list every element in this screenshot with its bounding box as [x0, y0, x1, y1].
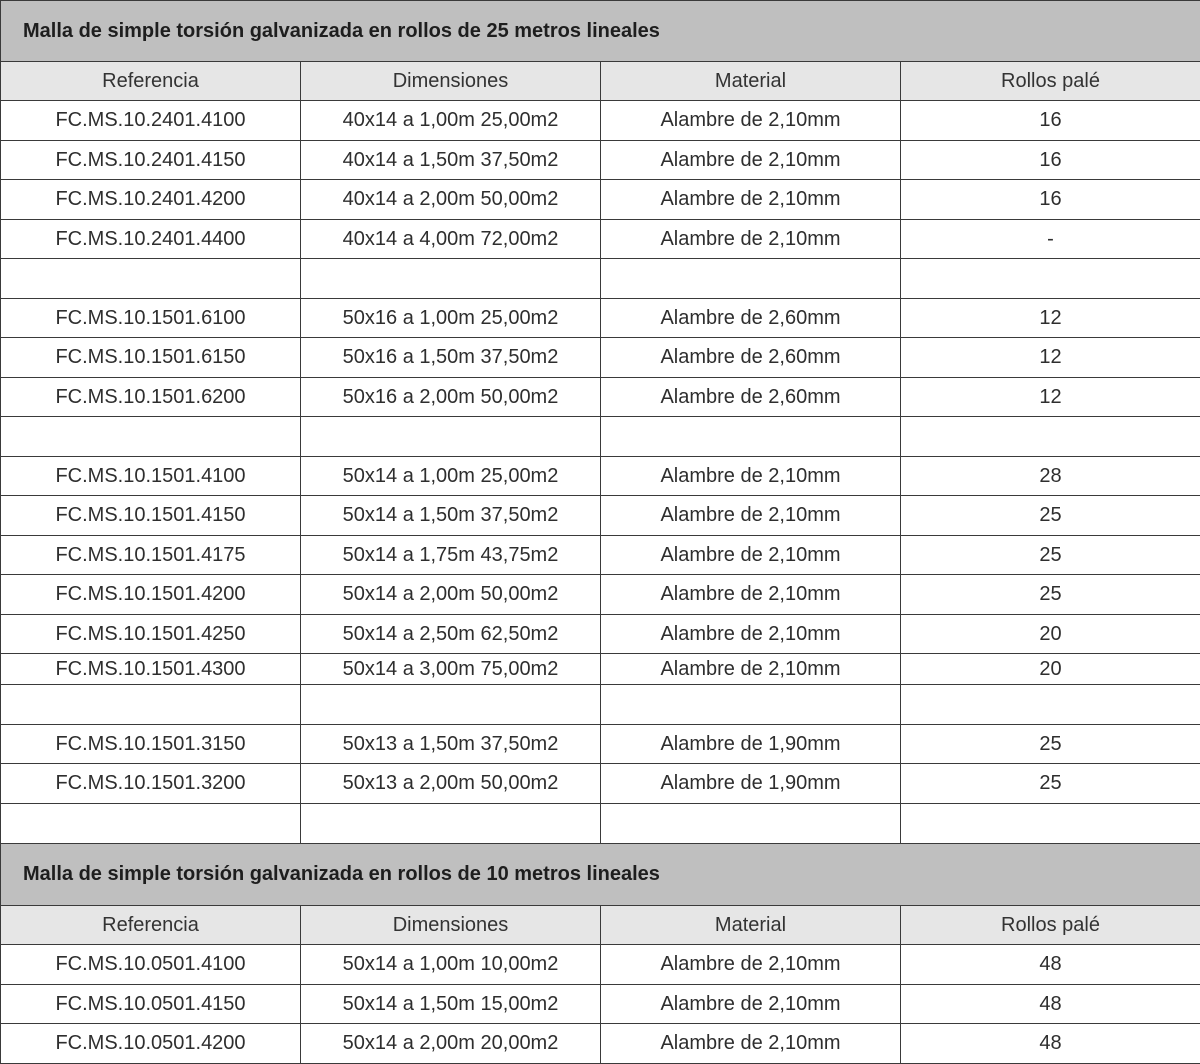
table-cell: FC.MS.10.1501.4100 [1, 457, 301, 496]
table-row [1, 220, 1200, 259]
table-cell: 12 [901, 299, 1200, 338]
table-row [1, 804, 1200, 844]
table-cell: 12 [901, 338, 1200, 378]
table-cell: 25 [901, 725, 1200, 764]
table-cell: FC.MS.10.1501.6100 [1, 299, 301, 338]
table-row [1, 496, 1200, 536]
table-cell: Alambre de 2,10mm [601, 141, 901, 180]
table-cell: Alambre de 2,10mm [601, 575, 901, 615]
table-cell: 16 [901, 101, 1200, 141]
table-cell: 48 [901, 945, 1200, 985]
table-cell: FC.MS.10.0501.4200 [1, 1024, 301, 1064]
table-cell: FC.MS.10.1501.4250 [1, 615, 301, 654]
table-cell: FC.MS.10.1501.6200 [1, 378, 301, 417]
column-header: Dimensiones [301, 62, 601, 101]
table-cell [601, 417, 901, 457]
table-row [1, 654, 1200, 685]
table-cell: 12 [901, 378, 1200, 417]
table-cell: FC.MS.10.1501.4150 [1, 496, 301, 536]
table-cell [901, 804, 1200, 844]
table-cell: Alambre de 1,90mm [601, 764, 901, 804]
table-row [1, 1024, 1200, 1064]
table-row [1, 536, 1200, 575]
section-title: Malla de simple torsión galvanizada en rollos de 25 metros lineales [1, 1, 1200, 62]
table-cell: Alambre de 2,60mm [601, 378, 901, 417]
column-header: Material [601, 62, 901, 101]
table-cell: FC.MS.10.1501.6150 [1, 338, 301, 378]
table-cell: Alambre de 2,10mm [601, 985, 901, 1024]
table-cell [301, 685, 601, 725]
table-cell: FC.MS.10.1501.4175 [1, 536, 301, 575]
table-cell: 25 [901, 764, 1200, 804]
table-cell: 40x14 a 1,50m 37,50m2 [301, 141, 601, 180]
column-header-row [1, 906, 1200, 945]
table-cell: Alambre de 2,10mm [601, 945, 901, 985]
table-cell: 50x14 a 3,00m 75,00m2 [301, 654, 601, 685]
table-cell [1, 417, 301, 457]
table-cell: 50x13 a 1,50m 37,50m2 [301, 725, 601, 764]
table-cell: FC.MS.10.2401.4150 [1, 141, 301, 180]
table-cell: 40x14 a 1,00m 25,00m2 [301, 101, 601, 141]
table-cell: FC.MS.10.0501.4100 [1, 945, 301, 985]
table-cell: 48 [901, 985, 1200, 1024]
table-row [1, 180, 1200, 220]
column-header: Dimensiones [301, 906, 601, 945]
section-header-row [1, 1, 1200, 62]
table-cell: 25 [901, 496, 1200, 536]
column-header: Rollos palé [901, 906, 1200, 945]
section-header-row [1, 844, 1200, 906]
column-header-row [1, 62, 1200, 101]
table-cell: 20 [901, 615, 1200, 654]
table-cell: 50x14 a 2,00m 50,00m2 [301, 575, 601, 615]
table-cell: Alambre de 2,10mm [601, 536, 901, 575]
table-row [1, 985, 1200, 1024]
table-cell: FC.MS.10.0501.4150 [1, 985, 301, 1024]
table-cell: FC.MS.10.1501.3200 [1, 764, 301, 804]
table-cell: 50x14 a 1,50m 15,00m2 [301, 985, 601, 1024]
table-cell: 25 [901, 575, 1200, 615]
table-cell: 50x14 a 1,75m 43,75m2 [301, 536, 601, 575]
table-cell [1, 259, 301, 299]
table-row [1, 725, 1200, 764]
table-cell: FC.MS.10.1501.4300 [1, 654, 301, 685]
table-cell [301, 417, 601, 457]
column-header: Material [601, 906, 901, 945]
table-cell: Alambre de 2,60mm [601, 338, 901, 378]
table-row [1, 945, 1200, 985]
table-row [1, 685, 1200, 725]
table-cell [901, 417, 1200, 457]
column-header: Rollos palé [901, 62, 1200, 101]
table-cell: 25 [901, 536, 1200, 575]
table-cell: 50x16 a 2,00m 50,00m2 [301, 378, 601, 417]
table-row [1, 259, 1200, 299]
column-header: Referencia [1, 62, 301, 101]
table-cell [301, 259, 601, 299]
table-cell [1, 685, 301, 725]
table-cell: Alambre de 2,10mm [601, 101, 901, 141]
table-cell: Alambre de 2,10mm [601, 220, 901, 259]
table-cell: FC.MS.10.1501.3150 [1, 725, 301, 764]
table-cell [601, 685, 901, 725]
table-cell: 50x14 a 1,50m 37,50m2 [301, 496, 601, 536]
table-cell: Alambre de 2,10mm [601, 180, 901, 220]
table-cell: Alambre de 2,10mm [601, 457, 901, 496]
table-row [1, 101, 1200, 141]
table-cell: Alambre de 2,10mm [601, 615, 901, 654]
table-cell: 48 [901, 1024, 1200, 1064]
table-cell: 50x14 a 2,50m 62,50m2 [301, 615, 601, 654]
table-cell [601, 259, 901, 299]
table-cell: 16 [901, 141, 1200, 180]
table-cell: 40x14 a 2,00m 50,00m2 [301, 180, 601, 220]
table-cell: FC.MS.10.1501.4200 [1, 575, 301, 615]
table-cell: 28 [901, 457, 1200, 496]
table-row [1, 417, 1200, 457]
spec-table-body [1, 1, 1200, 1064]
table-cell: 40x14 a 4,00m 72,00m2 [301, 220, 601, 259]
table-row [1, 764, 1200, 804]
table-cell: FC.MS.10.2401.4400 [1, 220, 301, 259]
table-row [1, 299, 1200, 338]
table-row [1, 615, 1200, 654]
table-cell: Alambre de 1,90mm [601, 725, 901, 764]
table-cell: 50x14 a 2,00m 20,00m2 [301, 1024, 601, 1064]
table-row [1, 575, 1200, 615]
table-row [1, 457, 1200, 496]
table-cell: 50x13 a 2,00m 50,00m2 [301, 764, 601, 804]
table-cell: Alambre de 2,10mm [601, 654, 901, 685]
table-row [1, 141, 1200, 180]
table-cell: 50x16 a 1,00m 25,00m2 [301, 299, 601, 338]
table-cell: 50x14 a 1,00m 25,00m2 [301, 457, 601, 496]
table-row [1, 378, 1200, 417]
table-cell [601, 804, 901, 844]
table-cell [301, 804, 601, 844]
table-cell [901, 259, 1200, 299]
table-cell: Alambre de 2,10mm [601, 496, 901, 536]
table-cell [1, 804, 301, 844]
table-cell: FC.MS.10.2401.4100 [1, 101, 301, 141]
table-cell: 16 [901, 180, 1200, 220]
section-title: Malla de simple torsión galvanizada en rollos de 10 metros lineales [1, 844, 1200, 906]
table-cell: Alambre de 2,10mm [601, 1024, 901, 1064]
table-row [1, 338, 1200, 378]
table-cell: 50x16 a 1,50m 37,50m2 [301, 338, 601, 378]
table-cell: Alambre de 2,60mm [601, 299, 901, 338]
table-cell: 20 [901, 654, 1200, 685]
table-cell: - [901, 220, 1200, 259]
table-cell [901, 685, 1200, 725]
column-header: Referencia [1, 906, 301, 945]
table-cell: FC.MS.10.2401.4200 [1, 180, 301, 220]
table-cell: 50x14 a 1,00m 10,00m2 [301, 945, 601, 985]
